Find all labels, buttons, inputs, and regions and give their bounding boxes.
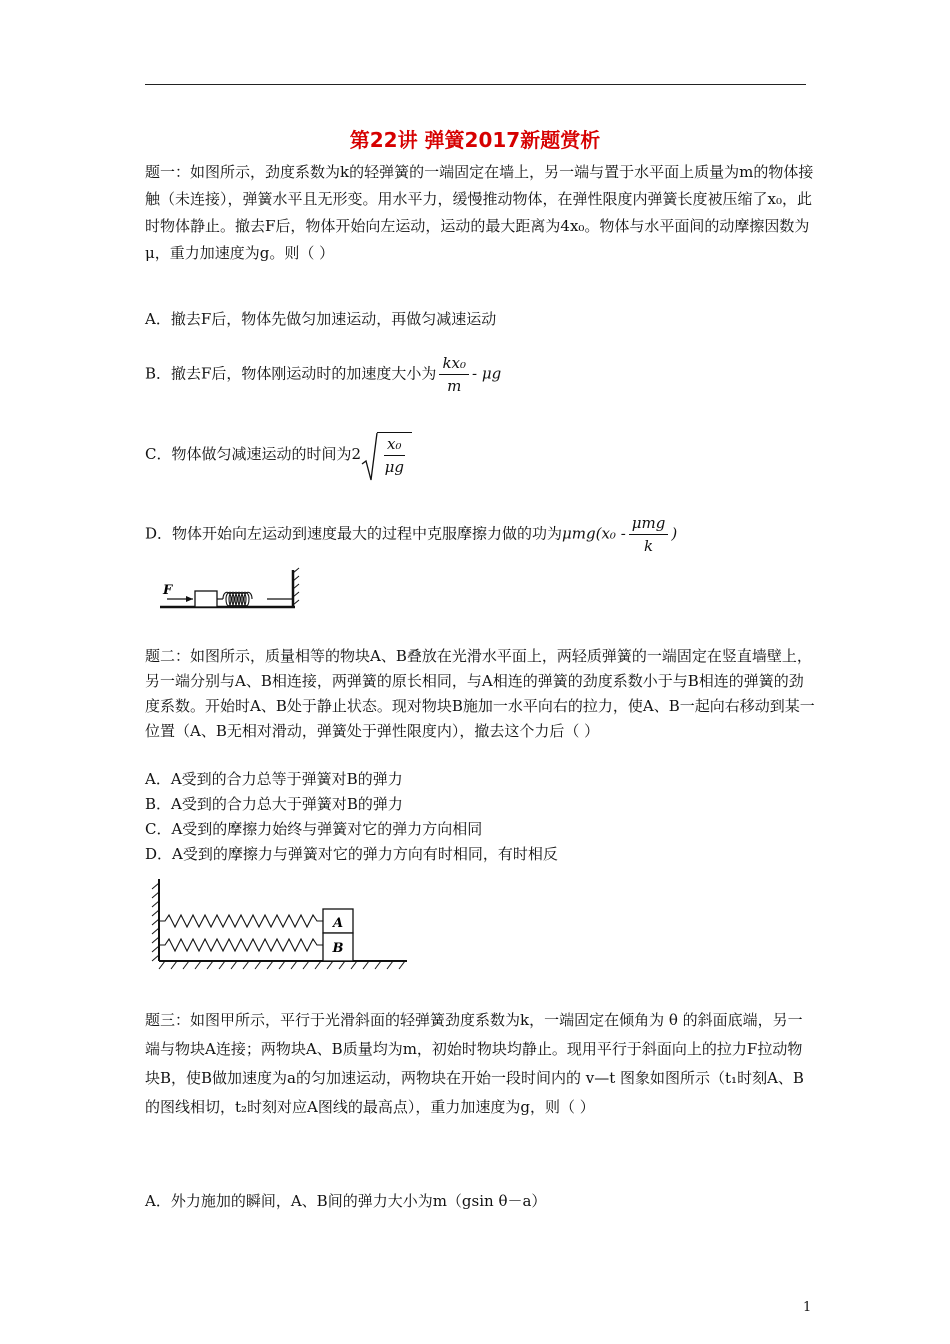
q1-option-b-tail: - μg — [472, 364, 502, 383]
q1-option-b-fraction — [439, 352, 469, 397]
q2-option-c: C．A受到的摩擦力始终与弹簧对它的弹力方向相同 — [145, 820, 483, 838]
page-title: 第22讲 弹簧2017新题赏析 — [349, 128, 601, 152]
q2-blocks-figure — [145, 875, 410, 975]
q1-option-d — [145, 512, 677, 557]
q1-option-d-numerator: μmg — [629, 512, 669, 535]
q3-option-a: A．外力施加的瞬间，A、B间的弹力大小为m（gsin θ－a） — [145, 1192, 547, 1210]
q1-option-c-numerator: x₀ — [384, 433, 404, 456]
q1-option-b-text: B．撤去F后，物体刚运动时的加速度大小为 — [145, 364, 437, 383]
q1-option-c — [145, 432, 412, 478]
q1-option-d-text: D．物体开始向左运动到速度最大的过程中克服摩擦力做的功为 — [145, 524, 563, 543]
q1-stem: 题一：如图所示，劲度系数为k的轻弹簧的一端固定在墙上，另一端与置于水平面上质量为m的物体接触（未连接），弹簧水平且无形变。用水平力，缓慢推动物体，在弹性限度内弹簧长度被压缩了x₀，此时物体静止。撤去F后，物体开始向左运动，运动的最大距离为4x₀。物体与水平面间的动摩擦因数为 μ，重力加速度为g。则（ ） — [145, 163, 814, 262]
q1-option-c-sqrt — [361, 432, 411, 478]
q1-option-d-tail: ) — [671, 524, 678, 543]
q1-option-c-text: C．物体做匀减速运动的时间为2 — [145, 445, 362, 463]
radical-sign-icon — [361, 432, 379, 482]
q1-spring-figure — [155, 565, 305, 615]
q1-option-b — [145, 352, 501, 397]
q3-stem: 题三：如图甲所示，平行于光滑斜面的轻弹簧劲度系数为k，一端固定在倾角为 θ 的斜面底端，另一端与物块A连接；两物块A、B质量均为m，初始时物块均静止。现用平行于斜面向上的拉力F拉动物块B，使B做加速度为a的匀加速运动，两物块在开始一段时间内的 v—t 图象如图所示（t₁时刻A、B的图线相切，t₂时刻对应A图线的最高点），重力加速度为g，则（ ） — [145, 1011, 804, 1116]
q1-option-d-fraction — [629, 512, 669, 557]
q2-option-a: A．A受到的合力总等于弹簧对B的弹力 — [145, 770, 403, 788]
q1-option-b-denominator: m — [447, 377, 462, 395]
q2-option-d: D．A受到的摩擦力与弹簧对它的弹力方向有时相同，有时相反 — [145, 845, 558, 863]
q1-option-c-fraction — [384, 433, 404, 478]
q1-option-d-denominator: k — [644, 537, 654, 555]
page-number: 1 — [803, 1300, 812, 1315]
q1-option-d-head: μmg(x₀ - — [562, 524, 626, 543]
q2-option-b: B．A受到的合力总大于弹簧对B的弹力 — [145, 795, 403, 813]
q1-option-a: A．撤去F后，物体先做匀加速运动，再做匀减速运动 — [145, 310, 497, 328]
block-a-label: A — [332, 916, 344, 931]
q2-stem: 题二：如图所示，质量相等的物块A、B叠放在光滑水平面上，两轻质弹簧的一端固定在竖直墙壁上，另一端分别与A、B相连接，两弹簧的原长相同，与A相连的弹簧的劲度系数小于与B相连的弹簧的劲度系数。开始时A、B处于静止状态。现对物块B施加一水平向右的拉力，使A、B一起向右移动到某一位置（A、B无相对滑动，弹簧处于弹性限度内），撤去这个力后（ ） — [145, 647, 815, 740]
q1-option-b-numerator: kx₀ — [439, 352, 469, 375]
block-b-label: B — [332, 941, 344, 956]
q1-option-c-denominator: μg — [384, 458, 404, 476]
header-rule — [145, 84, 806, 85]
force-label: F — [163, 583, 173, 598]
